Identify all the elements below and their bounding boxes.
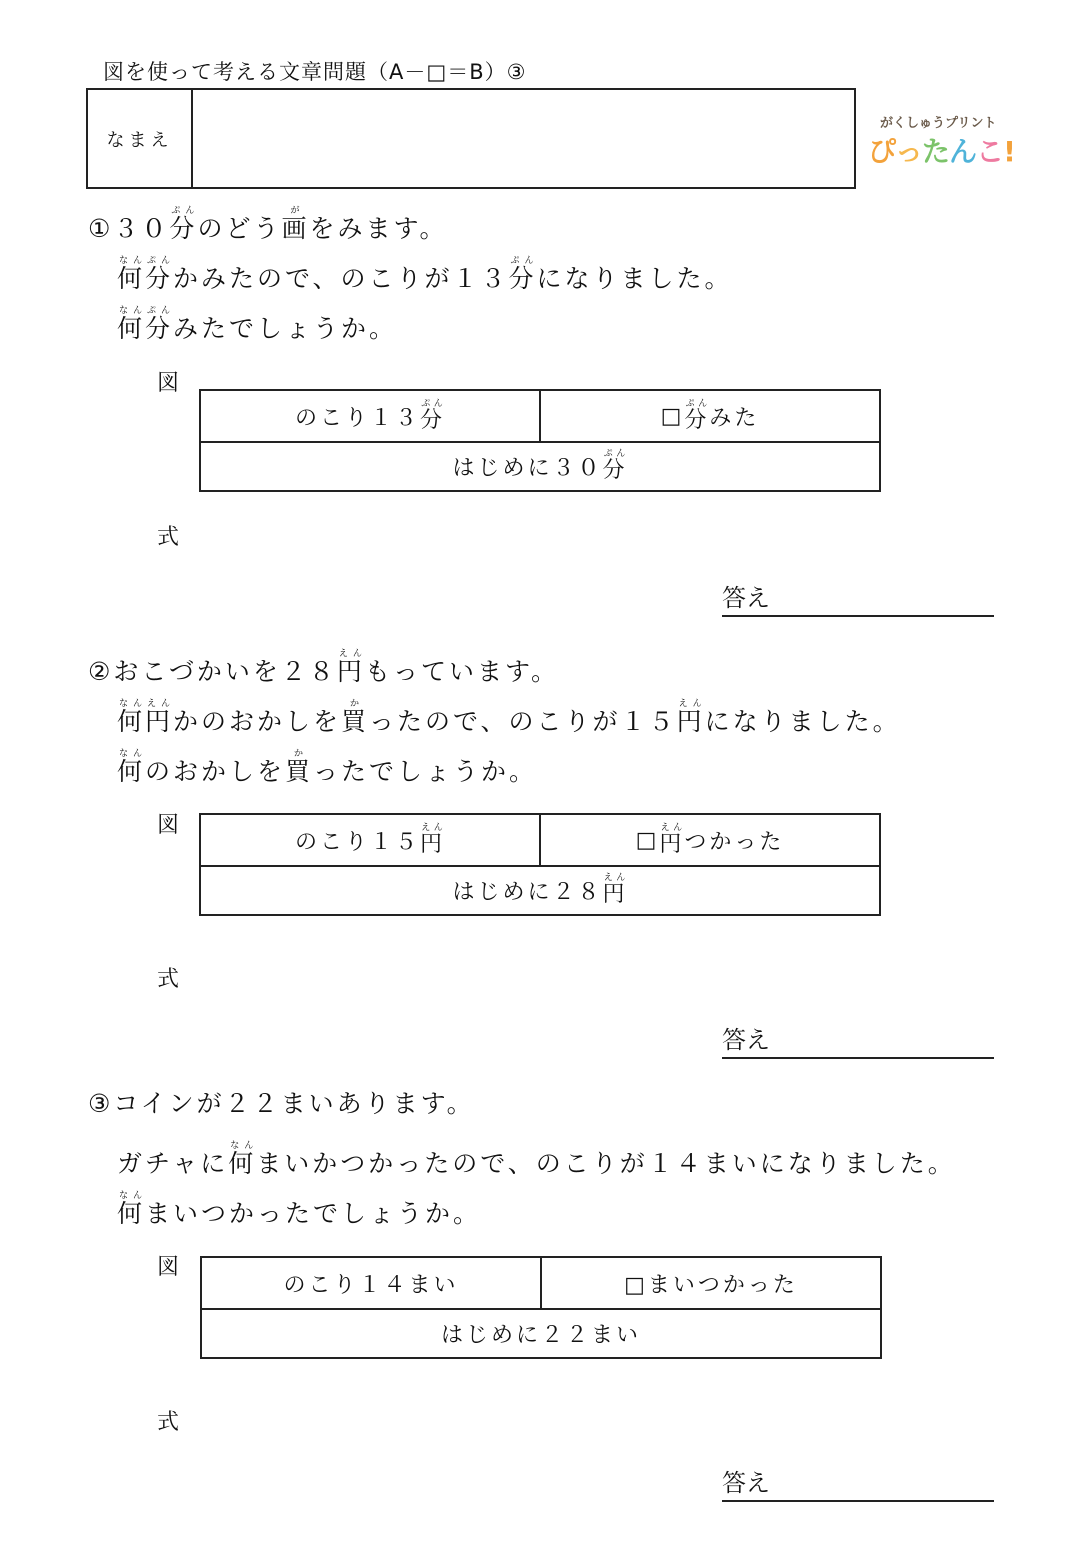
logo-wordmark: ぴったんこ!: [868, 135, 1015, 168]
question-2-line-1: ②おこづかいを２８円えんもっています。: [88, 649, 559, 686]
diagram-1: [199, 389, 881, 492]
answer-3[interactable]: [722, 1463, 994, 1502]
diagram-1-remaining: のこり１３ 分ぷん: [294, 398, 446, 433]
diagram-2-unknown: □ 円えん つかった: [539, 815, 879, 865]
diagram-3-remaining: のこり１４まい: [283, 1272, 459, 1298]
question-3-line-2: ガチャに何なんまいかつかったので、のこりが１４まいになりました。: [117, 1141, 956, 1178]
question-2-line-3: 何なんのおかしを買かったでしょうか。: [117, 749, 538, 786]
diagram-1-total: はじめに３０ 分ぷん: [452, 448, 628, 483]
answer-label-3: 答え: [722, 1469, 770, 1497]
diagram-1-unknown: □ 分ぷん みた: [539, 391, 879, 441]
name-box: [86, 88, 856, 189]
name-label: なまえ: [88, 90, 193, 187]
answer-label-1: 答え: [722, 584, 770, 612]
diagram-label-1: 図: [157, 371, 180, 396]
formula-label-2: 式: [157, 967, 180, 992]
question-1-line-3: 何分なんぷんみたでしょうか。: [117, 306, 398, 343]
answer-1[interactable]: [722, 578, 994, 617]
answer-label-2: 答え: [722, 1026, 770, 1054]
diagram-3-unknown: □まいつかった: [540, 1258, 880, 1308]
diagram-label-3: 図: [157, 1255, 180, 1280]
diagram-2-remaining: のこり１５ 円えん: [294, 822, 446, 857]
question-1-line-2: 何分なんぷんかみたので、のこりが１３分ぷんになりました。: [117, 256, 733, 293]
diagram-label-2: 図: [157, 813, 180, 838]
formula-label-1: 式: [157, 525, 180, 550]
formula-label-3: 式: [157, 1410, 180, 1435]
diagram-3-total: はじめに２２まい: [440, 1322, 641, 1348]
name-field[interactable]: [193, 90, 854, 187]
answer-2[interactable]: [722, 1020, 994, 1059]
question-1-line-1: ①３０分ぷんのどう画がをみます。: [88, 206, 448, 243]
diagram-2-total: はじめに２８ 円えん: [452, 872, 628, 907]
question-3-line-3: 何なんまいつかったでしょうか。: [117, 1191, 482, 1228]
diagram-2: [199, 813, 881, 916]
brand-logo: [866, 110, 1016, 170]
question-2-line-2: 何円なんえんかのおかしを買かったので、のこりが１５円えんになりました。: [117, 699, 901, 736]
logo-subtitle: がくしゅうプリント: [880, 116, 997, 131]
worksheet-title: 図を使って考える文章問題（A－□＝B）③: [103, 60, 527, 84]
question-3-line-1: ③コインが２２まいあります。: [88, 1089, 475, 1118]
diagram-3: [200, 1256, 882, 1359]
